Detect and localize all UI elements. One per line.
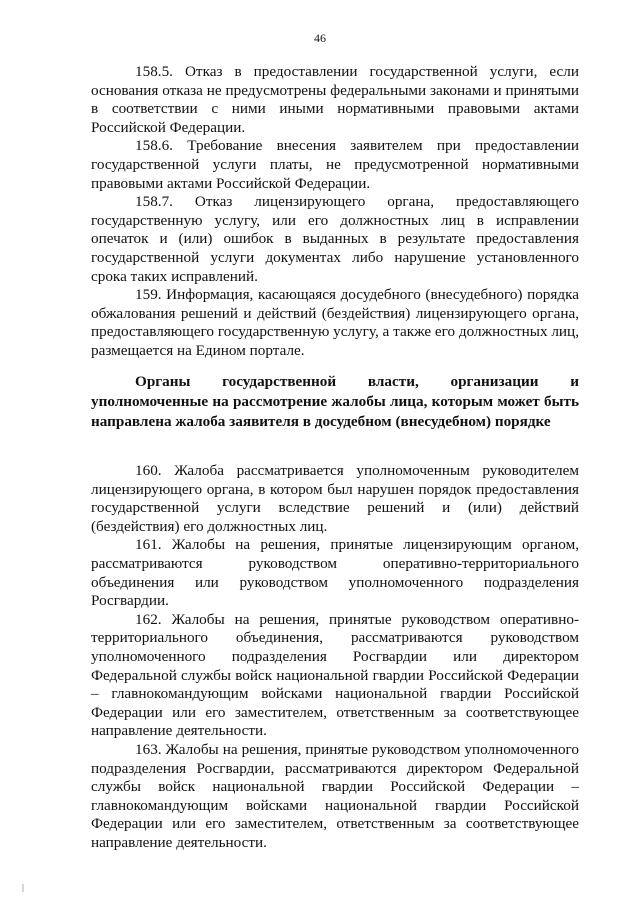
paragraph-162: 162. Жалобы на решения, принятые руководством оперативно-территориального объединения, рассматриваются руководством уполномоченного подразделения Росгвардии или директором Федеральной службы войск национальной гвардии Российской Федерации – главнокомандующим войсками национальной гвардии Российской Федерации или его заместителем, ответственным за соответствующее направление деятельности. xyxy=(91,610,579,740)
paragraph-158-5: 158.5. Отказ в предоставлении государственной услуги, если основания отказа не предусмотрены федеральными законами и принятыми в соответствии с ними иными нормативными правовыми актами Российской Федерации. xyxy=(91,63,579,136)
paragraph-161: 161. Жалобы на решения, принятые лицензирующим органом, рассматриваются руководством оперативно-территориального объединения или руководством уполномоченного подразделения Росгвардии. xyxy=(91,536,579,610)
top-paragraphs xyxy=(91,63,579,361)
paragraph-163: 163. Жалобы на решения, принятые руководством уполномоченного подразделения Росгвардии, рассматриваются директором Федеральной службы войск национальной гвардии Российской Федерации – главнокомандующим войсками национальной гвардии Российской Федерации или его заместителем, ответственным за соответствующее направление деятельности. xyxy=(91,740,579,851)
paragraph-159: 159. Информация, касающаяся досудебного (внесудебного) порядка обжалования решений и действий (бездействия) лицензирующего органа, предоставляющего государственную услугу, а также его должностных лиц, размещается на Едином портале. xyxy=(91,286,579,359)
section-heading: Органы государственной власти, организации и уполномоченные на рассмотрение жалобы лица, которым может быть направлена жалоба заявителя в досудебном (внесудебном) порядке xyxy=(91,373,579,430)
paragraph-160: 160. Жалоба рассматривается уполномоченным руководителем лицензирующего органа, в котором был нарушен порядок предоставления государственной услуги вследствие решений и (или) действий (бездействия) его должностных лиц. xyxy=(91,462,579,535)
paragraph-158-7: 158.7. Отказ лицензирующего органа, предоставляющего государственную услугу, или его должностных лиц в исправлении опечаток и (или) ошибок в выданных в результате предоставления государственной услуги документах либо нарушение установленного срока таких исправлений. xyxy=(91,193,579,285)
bottom-paragraphs xyxy=(91,462,579,852)
margin-mark xyxy=(22,884,24,892)
paragraph-158-6: 158.6. Требование внесения заявителем при предоставлении государственной услуги платы, не предусмотренной нормативными правовыми актами Российской Федерации. xyxy=(91,137,579,192)
page-number: 46 xyxy=(314,31,326,45)
section-heading-block xyxy=(91,372,579,432)
